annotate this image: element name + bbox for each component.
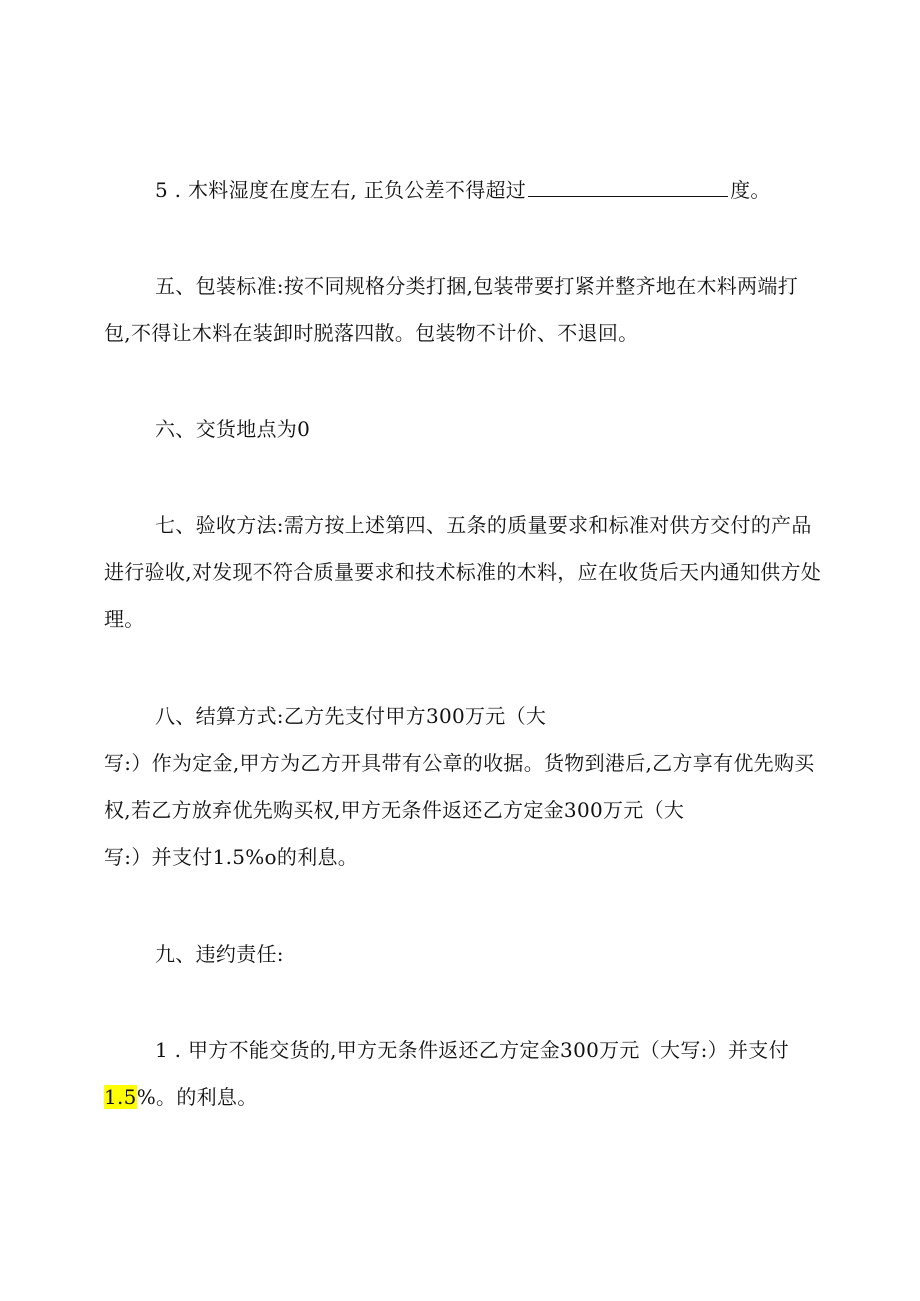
clause-5-line <box>155 176 771 204</box>
section-7-line-3: 理。 <box>104 607 145 631</box>
section-7-line-1: 七、验收方法:需方按上述第四、五条的质量要求和标准对供方交付的产品 <box>155 513 812 537</box>
fill-in-blank <box>528 178 728 197</box>
clause-5-text: 5 . 木料湿度在度左右, 正负公差不得超过 <box>155 178 527 202</box>
section-8-line-3: 权,若乙方放弃优先购买权,甲方无条件返还乙方定金300万元（大 <box>104 798 685 822</box>
highlighted-rate: 1.5 <box>104 1085 137 1109</box>
section-9-item-1-line-2 <box>104 1083 258 1111</box>
item-1-rate-suffix: %。的利息。 <box>136 1085 258 1109</box>
section-8-line-4: 写:）并支付1.5%o的利息。 <box>104 845 359 869</box>
section-9-item-1-line-1: 1 . 甲方不能交货的,甲方无条件返还乙方定金300万元（大写:）并支付 <box>155 1038 789 1062</box>
section-6-line-1: 六、交货地点为0 <box>155 417 311 441</box>
section-7-line-2: 进行验收,对发现不符合质量要求和技术标准的木料，应在收货后天内通知供方处 <box>104 560 822 584</box>
section-5-line-2: 包,不得让木料在装卸时脱落四散。包装物不计价、不退回。 <box>104 321 639 345</box>
section-8-line-2: 写:）作为定金,甲方为乙方开具带有公章的收据。货物到港后,乙方享有优先购买 <box>104 751 815 775</box>
clause-5-unit: 度。 <box>730 178 771 202</box>
section-9-heading: 九、违约责任: <box>155 942 284 966</box>
section-8-line-1: 八、结算方式:乙方先支付甲方300万元（大 <box>155 704 547 728</box>
section-5-line-1: 五、包装标准:按不同规格分类打捆,包装带要打紧并整齐地在木料两端打 <box>155 274 798 298</box>
